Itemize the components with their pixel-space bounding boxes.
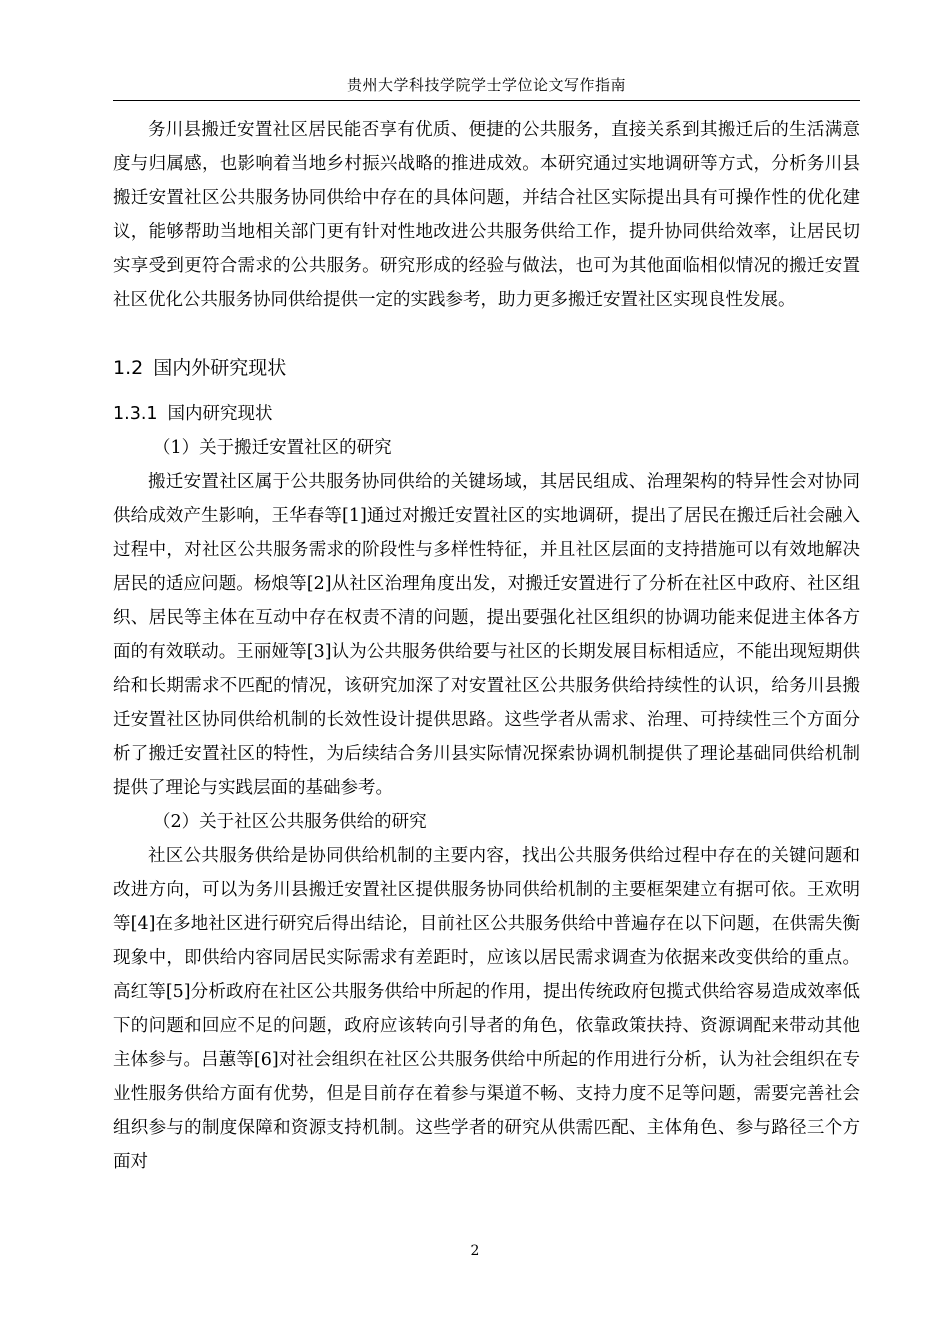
subsection-number: 1.3.1 — [113, 404, 158, 424]
section-number: 1.2 — [113, 357, 144, 379]
subsection-title: 国内研究现状 — [167, 404, 273, 424]
page-number: 2 — [470, 1243, 480, 1259]
section-heading — [113, 351, 860, 385]
running-header: 贵州大学科技学院学士学位论文写作指南 — [346, 76, 626, 94]
subsection-heading — [113, 397, 860, 431]
paragraph-relocation-research: 搬迁安置社区属于公共服务协同供给的关键场域，其居民组成、治理架构的特异性会对协同供给成效产生影响，王华春等[1]通过对搬迁安置社区的实地调研，提出了居民在搬迁后社会融入过程中，对社区公共服务需求的阶段性与多样性特征，并且社区层面的支持措施可以有效地解决居民的适应问题。杨烺等[2]从社区治理角度出发，对搬迁安置进行了分析在社区中政府、社区组织、居民等主体在互动中存在权责不清的问题，提出要强化社区组织的协调功能来促进主体各方面的有效联动。王丽娅等[3]认为公共服务供给要与社区的长期发展目标相适应，不能出现短期供给和长期需求不匹配的情况，该研究加深了对安置社区公共服务供给持续性的认识，给务川县搬迁安置社区协同供给机制的长效性设计提供思路。这些学者从需求、治理、可持续性三个方面分析了搬迁安置社区的特性，为后续结合务川县实际情况探索协调机制提供了理论基础同供给机制提供了理论与实践层面的基础参考。 — [113, 472, 860, 798]
paragraph-significance: 务川县搬迁安置社区居民能否享有优质、便捷的公共服务，直接关系到其搬迁后的生活满意度与归属感，也影响着当地乡村振兴战略的推进成效。本研究通过实地调研等方式，分析务川县搬迁安置社区公共服务协同供给中存在的具体问题，并结合社区实际提出具有可操作性的优化建议，能够帮助当地相关部门更有针对性地改进公共服务供给工作，提升协同供给效率，让居民切实享受到更符合需求的公共服务。研究形成的经验与做法，也可为其他面临相似情况的搬迁安置社区优化公共服务协同供给提供一定的实践参考，助力更多搬迁安置社区实现良性发展。 — [113, 120, 860, 310]
header-rule — [113, 100, 860, 101]
topic-heading-public-service: （2）关于社区公共服务供给的研究 — [153, 812, 427, 832]
topic-heading-relocation: （1）关于搬迁安置社区的研究 — [153, 438, 392, 458]
spacer — [113, 385, 860, 397]
spacer — [113, 317, 860, 351]
section-title: 国内外研究现状 — [153, 357, 287, 379]
page-content — [113, 113, 860, 1179]
paragraph-public-service-research: 社区公共服务供给是协同供给机制的主要内容，找出公共服务供给过程中存在的关键问题和改进方向，可以为务川县搬迁安置社区提供服务协同供给机制的主要框架建立有据可依。王欢明等[4]在多地社区进行研究后得出结论，目前社区公共服务供给中普遍存在以下问题，在供需失衡现象中，即供给内容同居民实际需求有差距时，应该以居民需求调查为依据来改变供给的重点。高红等[5]分析政府在社区公共服务供给中所起的作用，提出传统政府包揽式供给容易造成效率低下的问题和回应不足的问题，政府应该转向引导者的角色，依靠政策扶持、资源调配来带动其他主体参与。吕蕙等[6]对社会组织在社区公共服务供给中所起的作用进行分析，认为社会组织在专业性服务供给方面有优势，但是目前存在着参与渠道不畅、支持力度不足等问题，需要完善社会组织参与的制度保障和资源支持机制。这些学者的研究从供需匹配、主体角色、参与路径三个方面对 — [113, 846, 860, 1172]
